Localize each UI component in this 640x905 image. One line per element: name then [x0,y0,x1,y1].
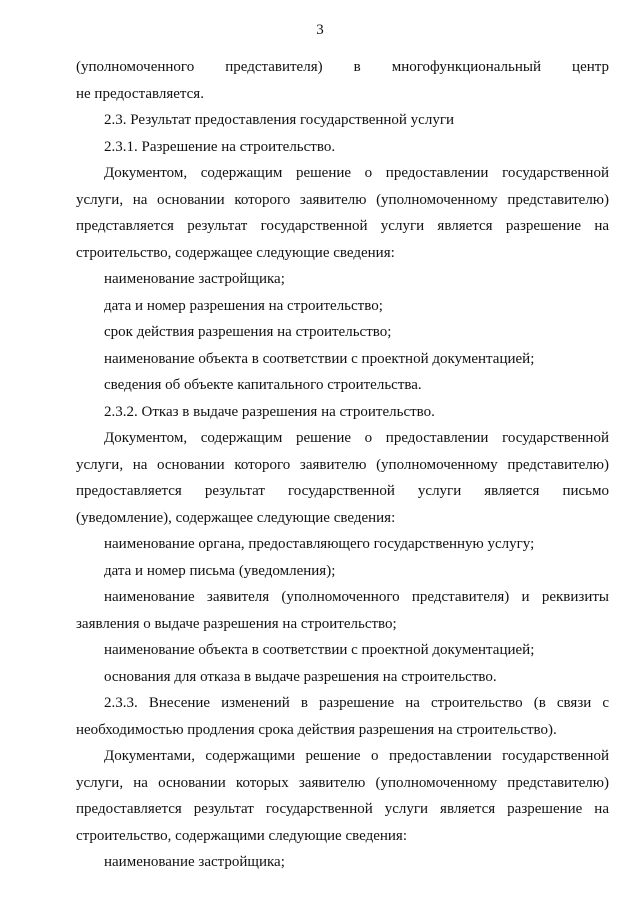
text-line: наименование объекта в соответствии с проектной документацией; [104,642,535,658]
text-line: срок действия разрешения на строительство; [104,324,392,340]
text-line: (уполномоченного представителя) в многофункциональный центр [76,59,609,75]
text-line: наименование застройщика; [104,271,285,287]
text-line: 2.3.2. Отказ в выдаче разрешения на строительство. [104,403,435,420]
text-line: наименование объекта в соответствии с проектной документацией; [104,350,535,367]
document-body [76,54,609,876]
text-line: 2.3. Результат предоставления государственной услуги [104,112,455,128]
text-line: заявления о выдаче разрешения на строительство; [76,615,397,632]
text-line: строительство, содержащее следующие сведения: [76,244,395,261]
text-line: (уведомление), содержащее следующие сведения: [76,509,396,526]
text-line: предоставляется результат государственной услуги является письмо [76,483,609,499]
text-line: дата и номер разрешения на строительство; [104,297,383,314]
text-line: сведения об объекте капитального строительства. [104,377,422,393]
text-line: услуги, на основании которых заявителю (уполномоченному представителю) [76,774,609,791]
text-line: услуги, на основании которого заявителю (уполномоченному представителю) [76,191,609,208]
text-line: Документом, содержащим решение о предоставлении государственной [104,165,609,181]
text-line: 2.3.3. Внесение изменений в разрешение на строительство (в связи с [104,695,609,711]
text-line: 2.3.1. Разрешение на строительство. [104,138,336,155]
text-line: Документами, содержащими решение о предоставлении государственной [104,748,609,764]
text-line: строительство, содержащими следующие сведения: [76,827,407,844]
text-line: представляется результат государственной услуги является разрешение на [76,218,609,234]
text-line: основания для отказа в выдаче разрешения на строительство. [104,668,497,685]
text-line: услуги, на основании которого заявителю (уполномоченному представителю) [76,456,609,473]
page-number: 3 [316,22,324,38]
text-line: необходимостью продления срока действия разрешения на строительство). [76,721,557,738]
text-line: наименование заявителя (уполномоченного представителя) и реквизиты [104,589,609,605]
text-line: Документом, содержащим решение о предоставлении государственной [104,430,609,446]
text-line: дата и номер письма (уведомления); [104,562,336,579]
text-line: не предоставляется. [76,85,204,102]
text-line: наименование застройщика; [104,854,285,870]
text-line: предоставляется результат государственной услуги является разрешение на [76,801,609,817]
text-line: наименование органа, предоставляющего государственную услугу; [104,536,535,552]
